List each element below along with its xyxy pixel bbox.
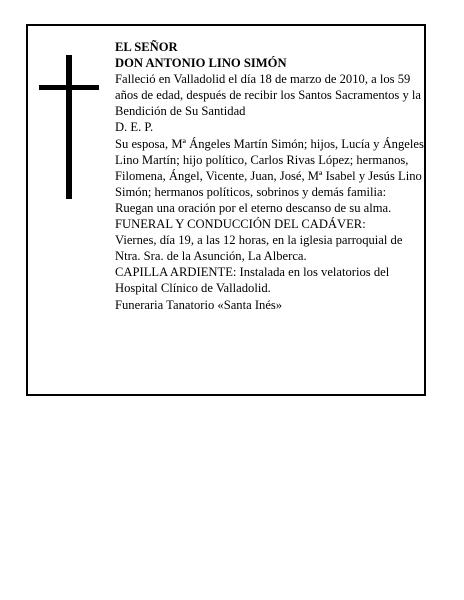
obituary-text <box>115 39 427 313</box>
heading-title: EL SEÑOR <box>115 40 178 54</box>
death-info: Falleció en Valladolid el día 18 de marzo de 2010, a los 59 años de edad, después de recibir los Santos Sacramentos y la Bendición de Su Santidad <box>115 72 422 119</box>
chapel-info: CAPILLA ARDIENTE: Instalada en los velatorios del Hospital Clínico de Valladolid. <box>115 265 390 296</box>
cross-icon-crossbar <box>39 85 99 90</box>
deceased-name: DON ANTONIO LINO SIMÓN <box>115 56 287 71</box>
funeral-details: Viernes, día 19, a las 12 horas, en la iglesia parroquial de Ntra. Sra. de la Asunción, La Alberca. <box>115 233 403 264</box>
dep-line: D. E. P. <box>115 120 154 135</box>
funeral-home: Funeraria Tanatorio «Santa Inés» <box>115 297 283 312</box>
obituary-notice <box>26 24 426 396</box>
funeral-heading: FUNERAL Y CONDUCCIÓN DEL CADÁVER: <box>115 217 366 232</box>
family-list: Su esposa, Mª Ángeles Martín Simón; hijos, Lucía y Ángeles Lino Martín; hijo político, Carlos Rivas López; hermanos, Filomena, Ángel, Vicente, Juan, José, Mª Isabel y Jesús Lino Simón; hermanos políticos, sobrinos y demás familia: <box>115 136 424 199</box>
cross-icon <box>66 55 72 199</box>
prayer-request: Ruegan una oración por el eterno descanso de su alma. <box>115 200 392 215</box>
